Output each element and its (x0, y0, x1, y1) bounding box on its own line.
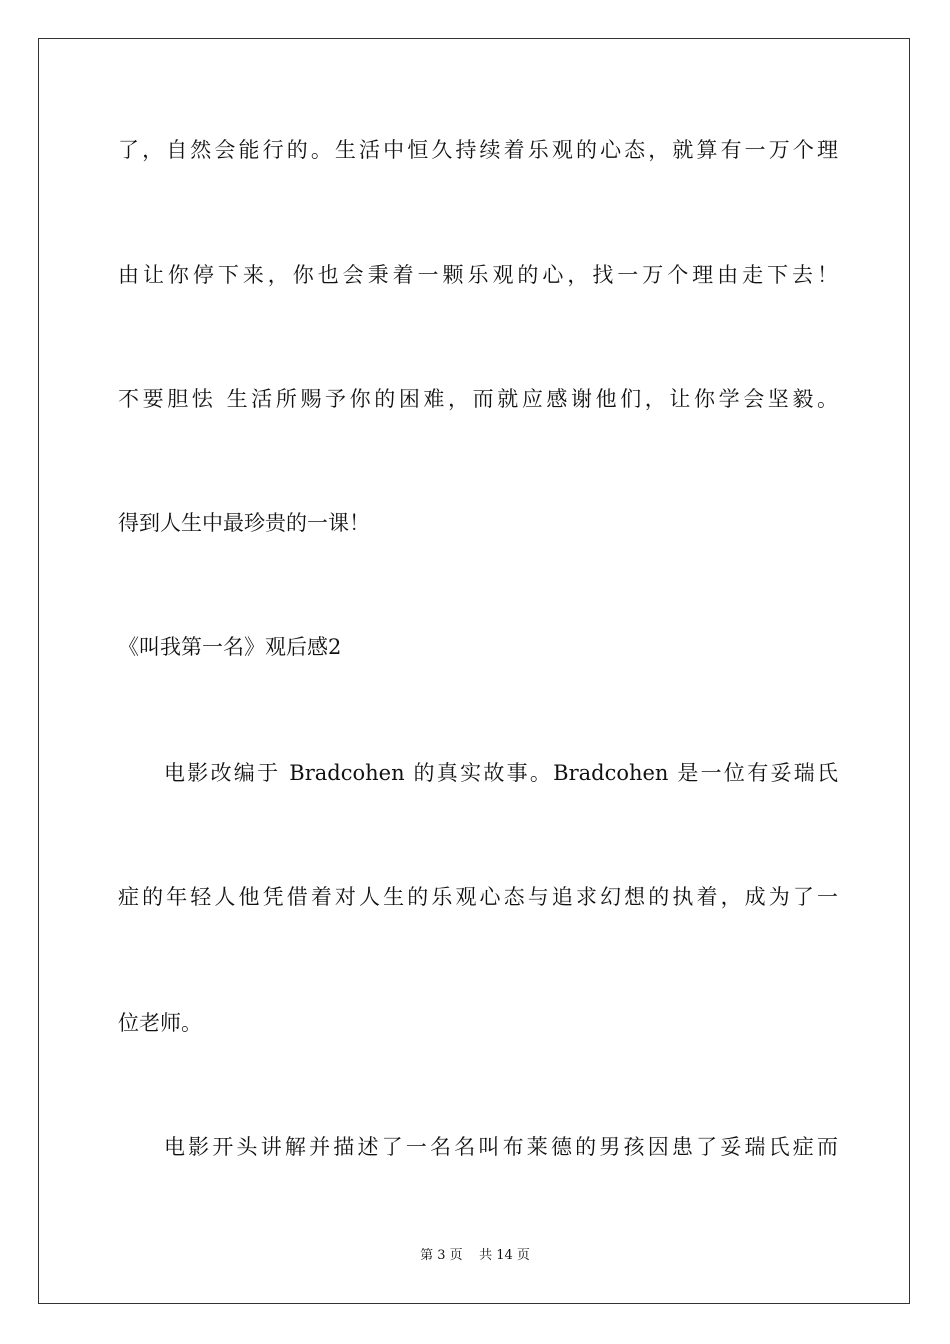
body-text-line: 位老师。 (118, 1011, 202, 1035)
paragraph-first-line: 电影开头讲解并描述了一名名叫布莱德的男孩因患了妥瑞氏症而 (164, 1135, 838, 1159)
body-text-line: 由让你停下来，你也会秉着一颗乐观的心，找一万个理由走下去！ (118, 263, 838, 287)
section-heading: 《叫我第一名》观后感2 (118, 635, 342, 659)
body-text-line: 不要胆怯 生活所赐予你的困难，而就应感谢他们，让你学会坚毅。 (118, 387, 838, 411)
body-text-line: 了，自然会能行的。生活中恒久持续着乐观的心态，就算有一万个理 (118, 138, 838, 162)
paragraph-first-line: 电影改编于 Bradcohen 的真实故事。Bradcohen 是一位有妥瑞氏 (164, 761, 838, 785)
page-number-footer: 第 3 页 共 14 页 (420, 1248, 530, 1263)
page-border (38, 38, 910, 1304)
body-text-line: 得到人生中最珍贵的一课！ (118, 511, 370, 535)
body-text-line: 症的年轻人他凭借着对人生的乐观心态与追求幻想的执着，成为了一 (118, 885, 838, 909)
